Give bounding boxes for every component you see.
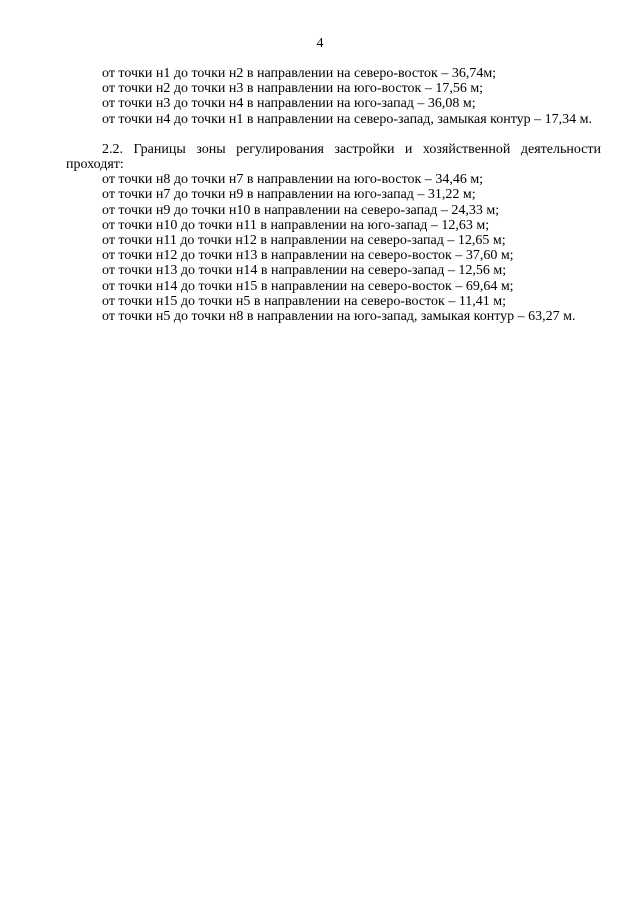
boundary-item: от точки н9 до точки н10 в направлении на северо-запад – 24,33 м;: [102, 202, 500, 218]
boundary-item: от точки н3 до точки н4 в направлении на юго-запад – 36,08 м;: [102, 96, 476, 112]
boundary-item: от точки н5 до точки н8 в направлении на юго-запад, замыкая контур – 63,27 м.: [102, 309, 576, 325]
boundary-item: от точки н13 до точки н14 в направлении на северо-запад – 12,56 м;: [102, 263, 507, 279]
page-number: 4: [316, 36, 324, 51]
section-2-boundary-list: [66, 172, 601, 324]
section-1-boundary-list: [66, 66, 601, 127]
boundary-item: от точки н8 до точки н7 в направлении на юго-восток – 34,46 м;: [102, 172, 484, 188]
boundary-item: от точки н10 до точки н11 в направлении на юго-запад – 12,63 м;: [102, 217, 490, 233]
boundary-item: от точки н11 до точки н12 в направлении на северо-запад – 12,65 м;: [102, 233, 506, 249]
boundary-item: от точки н14 до точки н15 в направлении на северо-восток – 69,64 м;: [102, 278, 514, 294]
boundary-item: от точки н2 до точки н3 в направлении на юго-восток – 17,56 м;: [102, 81, 484, 97]
boundary-item: от точки н7 до точки н9 в направлении на юго-запад – 31,22 м;: [102, 187, 476, 203]
boundary-item: от точки н12 до точки н13 в направлении на северо-восток – 37,60 м;: [102, 248, 514, 264]
document-body: [66, 66, 601, 324]
boundary-item: от точки н4 до точки н1 в направлении на северо-запад, замыкая контур – 17,34 м.: [102, 111, 593, 127]
section-heading: 2.2. Границы зоны регулирования застройки и хозяйственной деятельности проходят:: [66, 141, 601, 173]
boundary-item: от точки н15 до точки н5 в направлении на северо-восток – 11,41 м;: [102, 293, 507, 309]
boundary-item: от точки н1 до точки н2 в направлении на северо-восток – 36,74м;: [102, 66, 497, 81]
section-2: [66, 142, 601, 172]
